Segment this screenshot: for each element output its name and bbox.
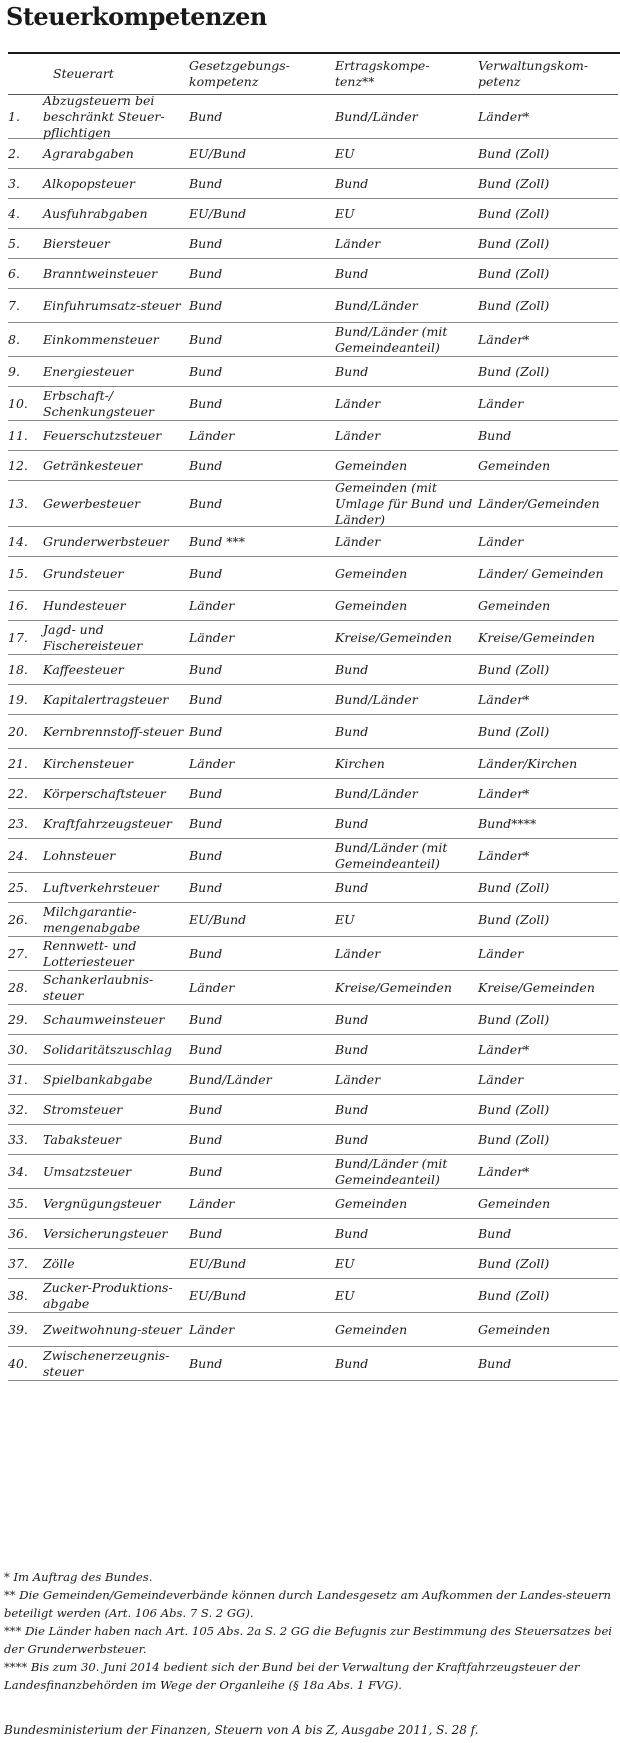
row-gesetzgebung: Bund — [189, 1163, 223, 1179]
row-steuerart: Ausfuhrabgaben — [43, 205, 148, 221]
row-verwaltung: Länder* — [478, 331, 530, 347]
row-steuerart: Biersteuer — [43, 235, 110, 251]
row-ertrag: Gemeinden (mit Umlage für Bund und Länder) — [335, 479, 473, 527]
row-steuerart: Grundsteuer — [43, 565, 124, 581]
row-gesetzgebung: Bund — [189, 265, 223, 281]
table-row — [8, 779, 618, 809]
row-number: 7. — [8, 297, 20, 313]
table-row — [8, 323, 618, 357]
row-verwaltung: Länder* — [478, 108, 530, 124]
row-gesetzgebung: Bund — [189, 565, 223, 581]
row-ertrag: Länder — [335, 1071, 381, 1087]
row-steuerart: Erbschaft-/ Schenkungsteuer — [43, 387, 154, 419]
row-number: 17. — [8, 629, 28, 645]
table-row — [8, 1095, 618, 1125]
row-verwaltung: Gemeinden — [478, 597, 551, 613]
row-gesetzgebung: Bund — [189, 691, 223, 707]
table-row — [8, 259, 618, 289]
row-verwaltung: Bund — [478, 427, 512, 443]
row-gesetzgebung: Bund — [189, 723, 223, 739]
row-steuerart: Energiesteuer — [43, 363, 134, 379]
footnotes — [4, 1568, 616, 1694]
row-number: 9. — [8, 363, 20, 379]
header-ertrag: Ertragskompe- tenz** — [335, 58, 430, 89]
row-verwaltung: Länder* — [478, 1163, 530, 1179]
row-verwaltung: Bund — [478, 1355, 512, 1371]
row-verwaltung: Länder — [478, 945, 524, 961]
row-ertrag: Bund — [335, 815, 369, 831]
row-gesetzgebung: Bund — [189, 297, 223, 313]
row-ertrag: Bund/Länder (mit Gemeindeanteil) — [335, 1155, 448, 1187]
row-gesetzgebung: Bund — [189, 661, 223, 677]
table-row — [8, 169, 618, 199]
row-steuerart: Grunderwerbsteuer — [43, 533, 169, 549]
row-steuerart: Solidaritätszuschlag — [43, 1041, 172, 1057]
row-ertrag: EU — [335, 145, 355, 161]
row-steuerart: Agrarabgaben — [43, 145, 134, 161]
header-gesetzgebung: Gesetzgebungs- kompetenz — [189, 58, 290, 89]
row-ertrag: Gemeinden — [335, 565, 408, 581]
row-gesetzgebung: Bund — [189, 395, 223, 411]
row-verwaltung: Bund (Zoll) — [478, 661, 550, 677]
table-row — [8, 655, 618, 685]
row-verwaltung: Gemeinden — [478, 1195, 551, 1211]
row-steuerart: Versicherungsteuer — [43, 1225, 168, 1241]
table-row — [8, 481, 618, 527]
table-row — [8, 1249, 618, 1279]
row-number: 32. — [8, 1101, 28, 1117]
row-ertrag: Gemeinden — [335, 597, 408, 613]
row-number: 6. — [8, 265, 20, 281]
row-steuerart: Jagd- und Fischereisteuer — [43, 621, 143, 653]
row-ertrag: Bund — [335, 265, 369, 281]
row-ertrag: EU — [335, 1287, 355, 1303]
row-verwaltung: Länder* — [478, 1041, 530, 1057]
row-gesetzgebung: Bund — [189, 1131, 223, 1147]
row-verwaltung: Bund (Zoll) — [478, 879, 550, 895]
row-verwaltung: Bund (Zoll) — [478, 363, 550, 379]
row-verwaltung: Länder/Gemeinden — [478, 495, 600, 511]
source-citation: Bundesministerium der Finanzen, Steuern von A bis Z, Ausgabe 2011, S. 28 f. — [4, 1723, 479, 1737]
table-row — [8, 229, 618, 259]
row-number: 26. — [8, 911, 28, 927]
row-number: 1. — [8, 108, 20, 124]
row-number: 5. — [8, 235, 20, 251]
row-ertrag: Bund — [335, 723, 369, 739]
header-verwaltung: Verwaltungskom- petenz — [478, 58, 589, 89]
row-gesetzgebung: Bund/Länder — [189, 1071, 272, 1087]
row-steuerart: Luftverkehrsteuer — [43, 879, 159, 895]
row-verwaltung: Gemeinden — [478, 1321, 551, 1337]
row-ertrag: Bund/Länder — [335, 785, 418, 801]
row-ertrag: Länder — [335, 533, 381, 549]
row-steuerart: Zölle — [43, 1255, 75, 1271]
table-row — [8, 289, 618, 323]
table-row — [8, 937, 618, 971]
row-gesetzgebung: Länder — [189, 1195, 235, 1211]
row-ertrag: Kirchen — [335, 755, 385, 771]
row-verwaltung: Bund (Zoll) — [478, 1101, 550, 1117]
table-body — [8, 92, 618, 1381]
row-number: 13. — [8, 495, 28, 511]
row-steuerart: Hundesteuer — [43, 597, 126, 613]
row-verwaltung: Länder/ Gemeinden — [478, 565, 604, 581]
row-steuerart: Zwischenerzeugnis-steuer — [43, 1347, 170, 1379]
row-gesetzgebung: Länder — [189, 597, 235, 613]
row-ertrag: Länder — [335, 945, 381, 961]
row-steuerart: Abzugsteuern bei beschränkt Steuer-pflichtigen — [43, 92, 165, 140]
row-number: 19. — [8, 691, 28, 707]
row-number: 40. — [8, 1355, 28, 1371]
row-number: 35. — [8, 1195, 28, 1211]
footnote: *** Die Länder haben nach Art. 105 Abs. 2a S. 2 GG die Befugnis zur Bestimmung des Steuersatzes bei der Grunderwerbsteuer. — [4, 1624, 613, 1656]
row-steuerart: Spielbankabgabe — [43, 1071, 153, 1087]
row-gesetzgebung: Bund — [189, 175, 223, 191]
row-ertrag: EU — [335, 1255, 355, 1271]
row-ertrag: Bund — [335, 1355, 369, 1371]
row-steuerart: Kirchensteuer — [43, 755, 134, 771]
row-gesetzgebung: Bund — [189, 363, 223, 379]
row-gesetzgebung: Bund — [189, 847, 223, 863]
table-row — [8, 92, 618, 140]
row-ertrag: Bund — [335, 1011, 369, 1027]
row-steuerart: Kraftfahrzeugsteuer — [43, 815, 172, 831]
row-number: 22. — [8, 785, 28, 801]
row-verwaltung: Gemeinden — [478, 457, 551, 473]
row-verwaltung: Bund (Zoll) — [478, 265, 550, 281]
header-steuerart: Steuerart — [53, 66, 114, 81]
row-ertrag: Bund — [335, 175, 369, 191]
row-ertrag: Bund/Länder — [335, 691, 418, 707]
row-number: 24. — [8, 847, 28, 863]
table-row — [8, 1065, 618, 1095]
row-number: 29. — [8, 1011, 28, 1027]
row-steuerart: Getränkesteuer — [43, 457, 143, 473]
row-ertrag: Bund — [335, 1041, 369, 1057]
header-number — [8, 54, 43, 58]
row-ertrag: Bund — [335, 661, 369, 677]
row-number: 8. — [8, 331, 20, 347]
row-number: 15. — [8, 565, 28, 581]
row-verwaltung: Bund (Zoll) — [478, 911, 550, 927]
table-row — [8, 1155, 618, 1189]
table-row — [8, 621, 618, 655]
row-ertrag: Bund/Länder (mit Gemeindeanteil) — [335, 839, 448, 871]
row-ertrag: Bund/Länder (mit Gemeindeanteil) — [335, 323, 448, 355]
table-row — [8, 1347, 618, 1381]
row-ertrag: Gemeinden — [335, 457, 408, 473]
row-gesetzgebung: Bund — [189, 495, 223, 511]
row-ertrag: Gemeinden — [335, 1195, 408, 1211]
row-verwaltung: Kreise/Gemeinden — [478, 629, 595, 645]
row-verwaltung: Bund (Zoll) — [478, 175, 550, 191]
table-row — [8, 1125, 618, 1155]
row-number: 20. — [8, 723, 28, 739]
row-verwaltung: Länder — [478, 533, 524, 549]
row-ertrag: Bund — [335, 1101, 369, 1117]
row-number: 30. — [8, 1041, 28, 1057]
row-number: 3. — [8, 175, 20, 191]
table-row — [8, 557, 618, 591]
row-steuerart: Einfuhrumsatz-steuer — [43, 297, 181, 313]
row-steuerart: Körperschaftsteuer — [43, 785, 166, 801]
table-row — [8, 1035, 618, 1065]
row-steuerart: Branntweinsteuer — [43, 265, 158, 281]
row-ertrag: Länder — [335, 427, 381, 443]
row-gesetzgebung: EU/Bund — [189, 205, 247, 221]
row-number: 36. — [8, 1225, 28, 1241]
row-verwaltung: Länder — [478, 395, 524, 411]
footnote: **** Bis zum 30. Juni 2014 bedient sich der Bund bei der Verwaltung der Kraftfahrzeugsteuer der Landesfinanzbehörden im Wege der Organleihe (§ 18a Abs. 1 FVG). — [4, 1660, 580, 1692]
row-steuerart: Zucker-Produktions-abgabe — [43, 1279, 173, 1311]
row-gesetzgebung: Bund — [189, 815, 223, 831]
table-row — [8, 1313, 618, 1347]
table-row — [8, 591, 618, 621]
row-verwaltung: Bund (Zoll) — [478, 1255, 550, 1271]
row-verwaltung: Bund (Zoll) — [478, 297, 550, 313]
row-ertrag: Kreise/Gemeinden — [335, 629, 452, 645]
row-gesetzgebung: Bund — [189, 1041, 223, 1057]
row-gesetzgebung: Bund — [189, 235, 223, 251]
row-verwaltung: Länder — [478, 1071, 524, 1087]
row-steuerart: Milchgarantie-mengenabgabe — [43, 903, 141, 935]
row-gesetzgebung: EU/Bund — [189, 1255, 247, 1271]
row-verwaltung: Länder* — [478, 691, 530, 707]
row-gesetzgebung: Bund — [189, 1225, 223, 1241]
row-steuerart: Kaffeesteuer — [43, 661, 124, 677]
row-gesetzgebung: Länder — [189, 979, 235, 995]
row-ertrag: Bund/Länder — [335, 108, 418, 124]
row-gesetzgebung: Bund — [189, 457, 223, 473]
row-number: 16. — [8, 597, 28, 613]
table-header-row — [8, 54, 618, 95]
row-number: 39. — [8, 1321, 28, 1337]
row-gesetzgebung: Bund — [189, 331, 223, 347]
row-steuerart: Kapitalertragsteuer — [43, 691, 169, 707]
table-row — [8, 715, 618, 749]
row-verwaltung: Länder* — [478, 785, 530, 801]
table-row — [8, 1189, 618, 1219]
row-gesetzgebung: Bund *** — [189, 533, 246, 549]
row-gesetzgebung: Länder — [189, 427, 235, 443]
row-number: 2. — [8, 145, 20, 161]
row-gesetzgebung: Länder — [189, 629, 235, 645]
table-row — [8, 1005, 618, 1035]
table-row — [8, 451, 618, 481]
table-row — [8, 357, 618, 387]
table-row — [8, 387, 618, 421]
row-steuerart: Gewerbesteuer — [43, 495, 141, 511]
table-row — [8, 873, 618, 903]
row-gesetzgebung: EU/Bund — [189, 1287, 247, 1303]
row-steuerart: Vergnügungsteuer — [43, 1195, 161, 1211]
row-steuerart: Kernbrennstoff-steuer — [43, 723, 184, 739]
row-gesetzgebung: Bund — [189, 1355, 223, 1371]
row-ertrag: Kreise/Gemeinden — [335, 979, 452, 995]
row-verwaltung: Bund (Zoll) — [478, 145, 550, 161]
row-ertrag: Bund — [335, 879, 369, 895]
row-verwaltung: Kreise/Gemeinden — [478, 979, 595, 995]
row-verwaltung: Bund (Zoll) — [478, 723, 550, 739]
row-ertrag: Bund — [335, 1225, 369, 1241]
row-ertrag: Gemeinden — [335, 1321, 408, 1337]
row-number: 37. — [8, 1255, 28, 1271]
row-steuerart: Feuerschutzsteuer — [43, 427, 162, 443]
row-verwaltung: Länder/Kirchen — [478, 755, 578, 771]
table-row — [8, 839, 618, 873]
row-steuerart: Rennwett- und Lotteriesteuer — [43, 937, 137, 969]
row-number: 28. — [8, 979, 28, 995]
footnote: * Im Auftrag des Bundes. — [4, 1570, 153, 1584]
row-ertrag: EU — [335, 205, 355, 221]
row-verwaltung: Länder* — [478, 847, 530, 863]
table-row — [8, 1279, 618, 1313]
row-steuerart: Einkommensteuer — [43, 331, 159, 347]
row-ertrag: Bund — [335, 1131, 369, 1147]
row-number: 25. — [8, 879, 28, 895]
row-ertrag: Bund — [335, 363, 369, 379]
table-row — [8, 971, 618, 1005]
row-steuerart: Zweitwohnung-steuer — [43, 1321, 182, 1337]
row-steuerart: Umsatzsteuer — [43, 1163, 132, 1179]
row-gesetzgebung: Bund — [189, 1101, 223, 1117]
row-gesetzgebung: Bund — [189, 879, 223, 895]
row-steuerart: Alkopopsteuer — [43, 175, 135, 191]
table-row — [8, 527, 618, 557]
row-verwaltung: Bund (Zoll) — [478, 235, 550, 251]
footnote: ** Die Gemeinden/Gemeindeverbände können durch Landesgesetz am Aufkommen der Landes-steuern beteiligt werden (Art. 106 Abs. 7 S. 2 GG). — [4, 1588, 611, 1620]
table-row — [8, 139, 618, 169]
table-row — [8, 421, 618, 451]
row-gesetzgebung: Bund — [189, 945, 223, 961]
row-number: 10. — [8, 395, 28, 411]
row-steuerart: Stromsteuer — [43, 1101, 123, 1117]
table-row — [8, 685, 618, 715]
row-number: 4. — [8, 205, 20, 221]
row-number: 27. — [8, 945, 28, 961]
row-steuerart: Schankerlaubnis-steuer — [43, 971, 154, 1003]
row-ertrag: EU — [335, 911, 355, 927]
table-row — [8, 809, 618, 839]
tax-competence-table — [8, 54, 618, 1381]
table-row — [8, 199, 618, 229]
row-verwaltung: Bund (Zoll) — [478, 1131, 550, 1147]
row-steuerart: Schaumweinsteuer — [43, 1011, 165, 1027]
row-ertrag: Bund/Länder — [335, 297, 418, 313]
row-verwaltung: Bund (Zoll) — [478, 1287, 550, 1303]
row-number: 33. — [8, 1131, 28, 1147]
row-number: 21. — [8, 755, 28, 771]
table-row — [8, 749, 618, 779]
row-number: 38. — [8, 1287, 28, 1303]
row-verwaltung: Bund**** — [478, 815, 537, 831]
row-gesetzgebung: Bund — [189, 1011, 223, 1027]
table-row — [8, 1219, 618, 1249]
row-verwaltung: Bund (Zoll) — [478, 1011, 550, 1027]
row-gesetzgebung: Bund — [189, 108, 223, 124]
row-gesetzgebung: Länder — [189, 755, 235, 771]
row-number: 23. — [8, 815, 28, 831]
row-gesetzgebung: EU/Bund — [189, 911, 247, 927]
row-number: 34. — [8, 1163, 28, 1179]
row-ertrag: Länder — [335, 395, 381, 411]
row-verwaltung: Bund — [478, 1225, 512, 1241]
row-ertrag: Länder — [335, 235, 381, 251]
row-gesetzgebung: EU/Bund — [189, 145, 247, 161]
row-number: 14. — [8, 533, 28, 549]
row-steuerart: Tabaksteuer — [43, 1131, 122, 1147]
page-title: Steuerkompetenzen — [6, 2, 267, 31]
row-number: 12. — [8, 457, 28, 473]
row-gesetzgebung: Länder — [189, 1321, 235, 1337]
row-gesetzgebung: Bund — [189, 785, 223, 801]
row-number: 11. — [8, 427, 28, 443]
row-steuerart: Lohnsteuer — [43, 847, 116, 863]
row-number: 31. — [8, 1071, 28, 1087]
table-row — [8, 903, 618, 937]
row-verwaltung: Bund (Zoll) — [478, 205, 550, 221]
row-number: 18. — [8, 661, 28, 677]
